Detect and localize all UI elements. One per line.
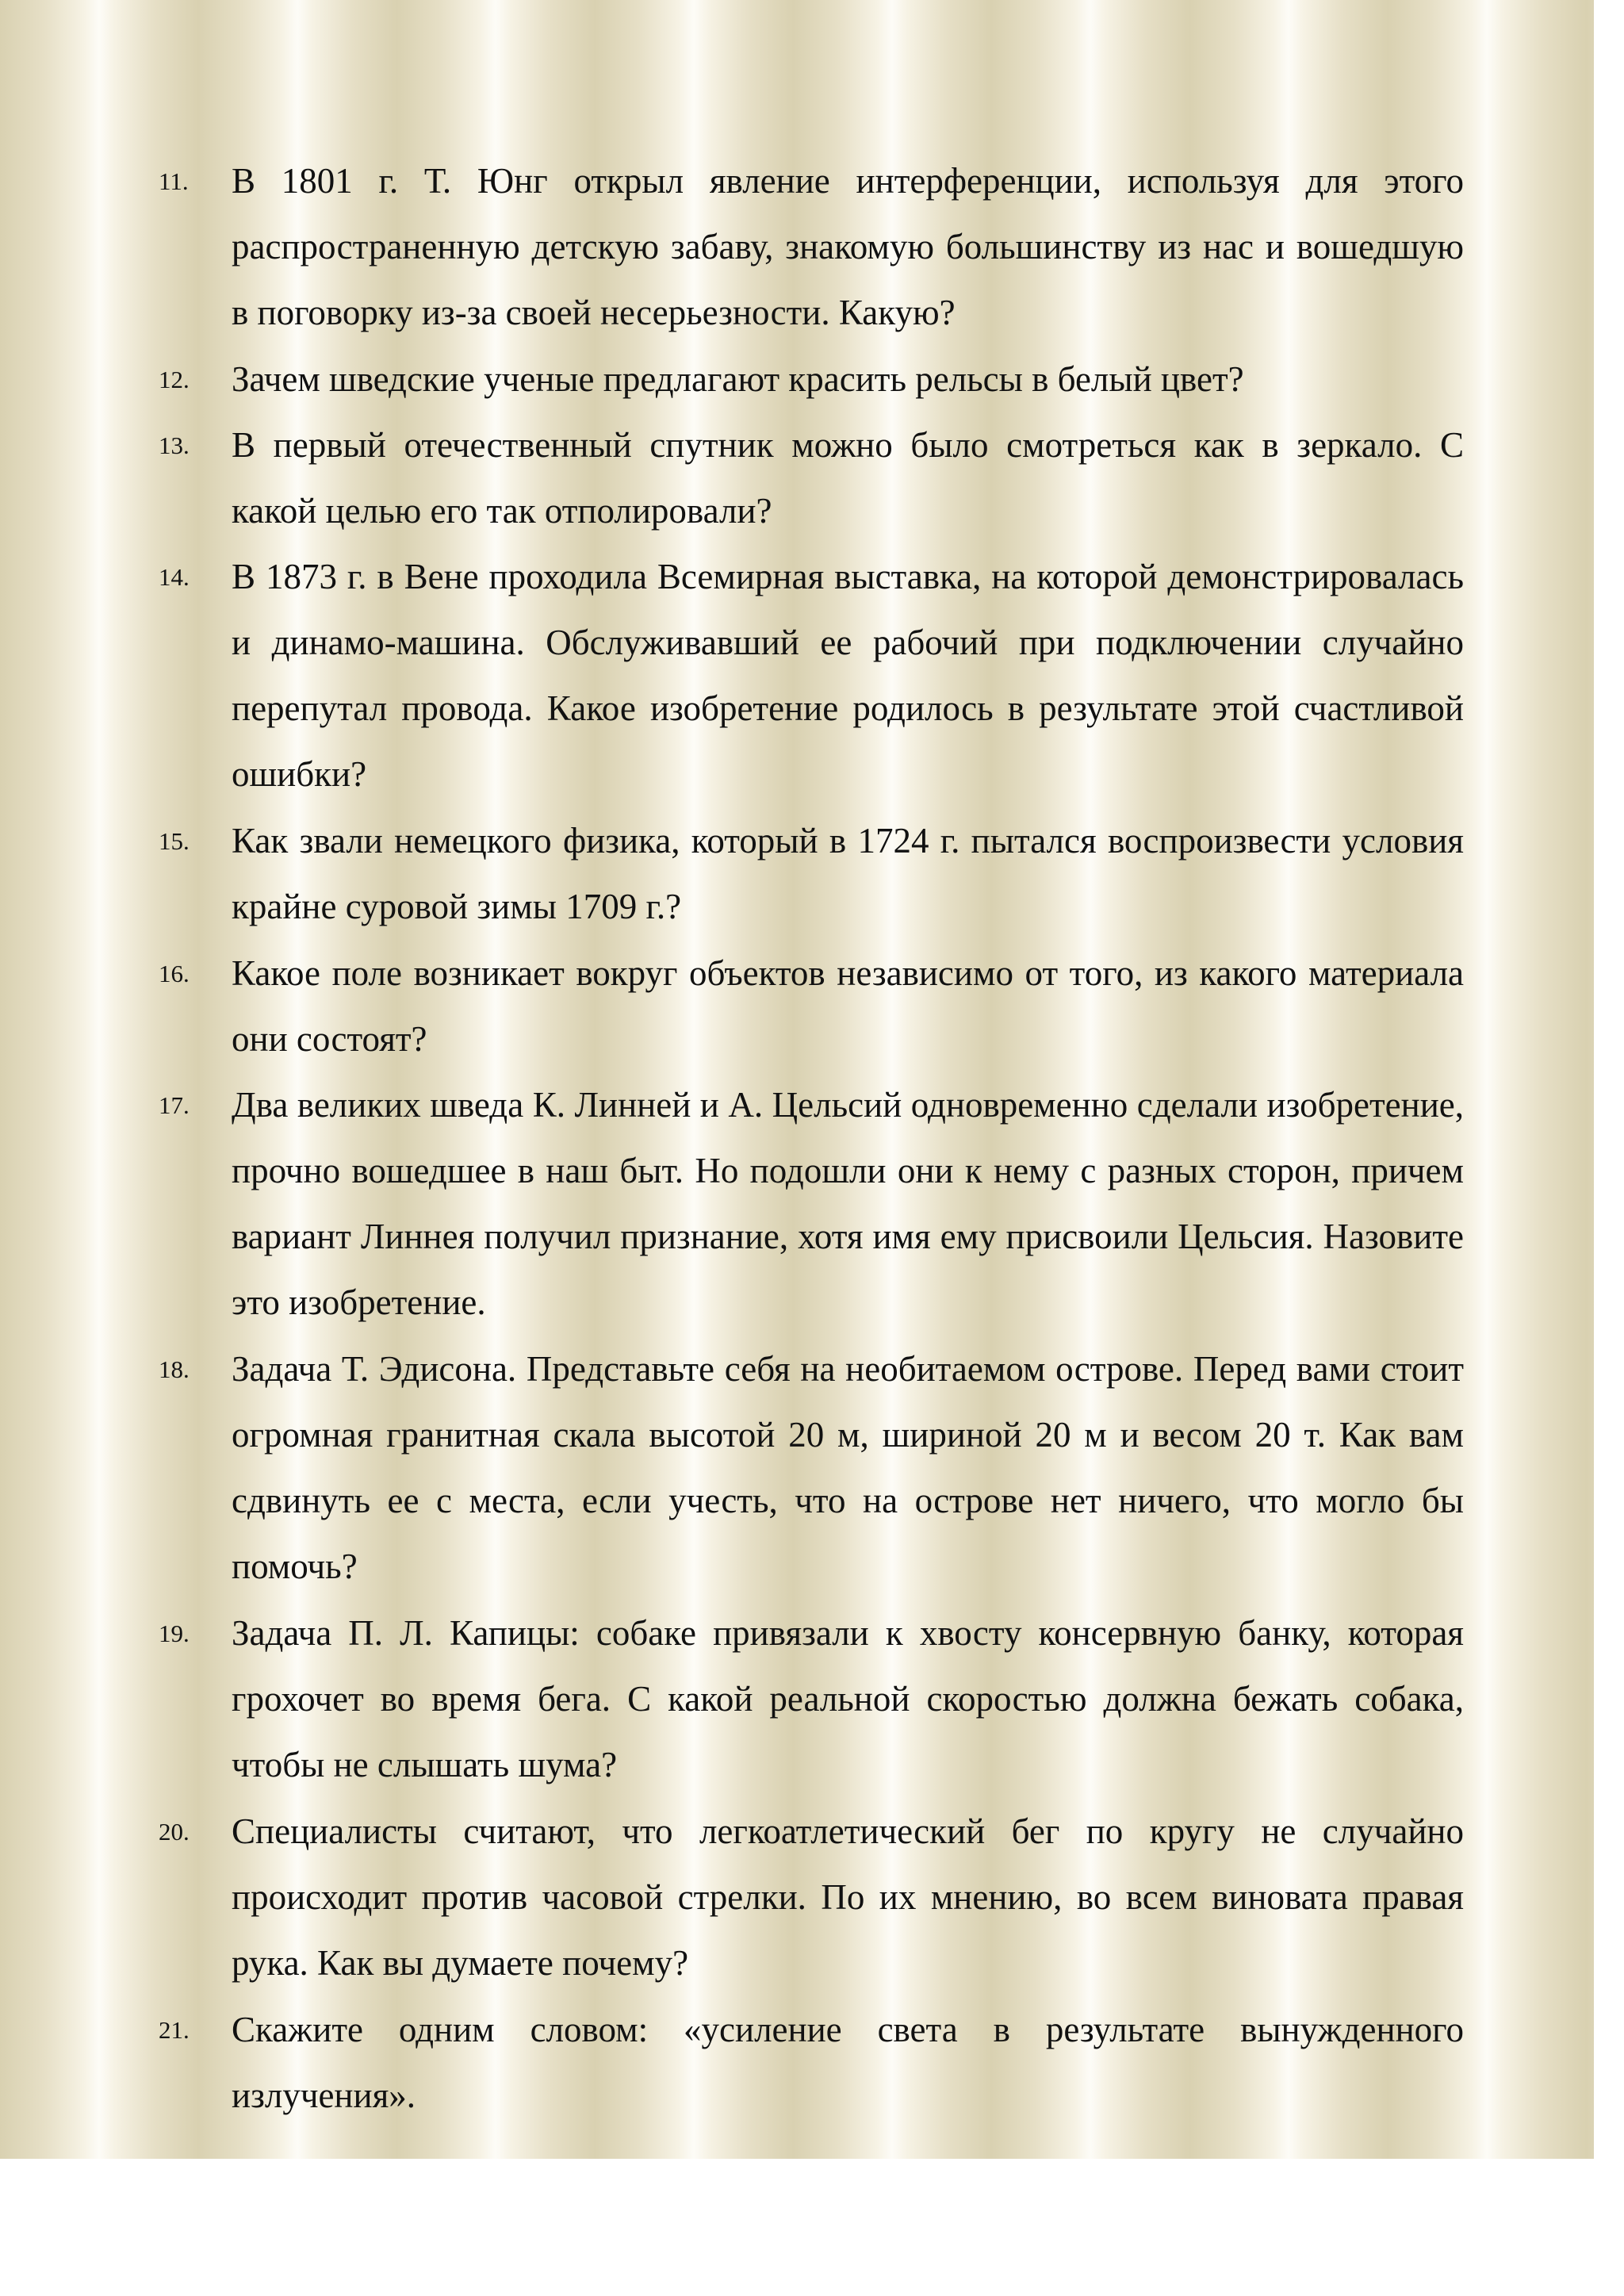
question-text: Задача П. Л. Капицы: собаке привязали к хвосту консервную банку, которая грохочет во время бега. С какой реальной скоростью должна бежать собака, чтобы не слышать шума? bbox=[232, 1613, 1464, 1784]
question-number: 14. bbox=[159, 563, 190, 591]
question-number: 19. bbox=[159, 1619, 190, 1647]
question-number: 13. bbox=[159, 431, 190, 459]
question-text: В 1801 г. Т. Юнг открыл явление интерференции, используя для этого распространенную детскую забаву, знакомую большинству из нас и вошедшую в поговорку из-за своей несерьезности. Какую? bbox=[232, 161, 1464, 332]
question-text: Специалисты считают, что легкоатлетический бег по кругу не случайно происходит против часовой стрелки. По их мнению, во всем виновата правая рука. Как вы думаете почему? bbox=[232, 1811, 1464, 1983]
question-number: 12. bbox=[159, 366, 190, 393]
question-text: Два великих шведа К. Линней и А. Цельсий одновременно сделали изобретение, прочно вошедшее в наш быт. Но подошли они к нему с разных сторон, причем вариант Линнея получил признание, хотя имя ему присвоили Цельсия. Назовите это изобретение. bbox=[232, 1085, 1464, 1322]
question-number: 21. bbox=[159, 2016, 190, 2044]
question-text: В первый отечественный спутник можно было смотреться как в зеркало. С какой целью его так отполировали? bbox=[232, 425, 1464, 531]
question-text: Задача Т. Эдисона. Представьте себя на необитаемом острове. Перед вами стоит огромная гранитная скала высотой 20 м, шириной 20 м и весом 20 т. Как вам сдвинуть ее с места, если учесть, что на острове нет ничего, что могло бы помочь? bbox=[232, 1349, 1464, 1586]
question-number: 11. bbox=[159, 167, 189, 195]
question-text: Какое поле возникает вокруг объектов независимо от того, из какого материала они состоят? bbox=[232, 953, 1464, 1059]
question-number: 16. bbox=[159, 960, 190, 987]
question-text: Зачем шведские ученые предлагают красить рельсы в белый цвет? bbox=[232, 359, 1244, 399]
question-text: В 1873 г. в Вене проходила Всемирная выставка, на которой демонстрировалась и динамо-машина. Обслуживавший ее рабочий при подключении случайно перепутал провода. Какое изобретение родилось в результате этой счастливой ошибки? bbox=[232, 557, 1464, 794]
question-number: 17. bbox=[159, 1091, 190, 1119]
question-number: 20. bbox=[159, 1818, 190, 1846]
question-text: Скажите одним словом: «усиление света в результате вынужденного излучения». bbox=[232, 2010, 1464, 2115]
question-number: 15. bbox=[159, 827, 190, 855]
question-number: 18. bbox=[159, 1355, 190, 1383]
question-text: Как звали немецкого физика, который в 1724 г. пытался воспроизвести условия крайне суровой зимы 1709 г.? bbox=[232, 821, 1464, 926]
